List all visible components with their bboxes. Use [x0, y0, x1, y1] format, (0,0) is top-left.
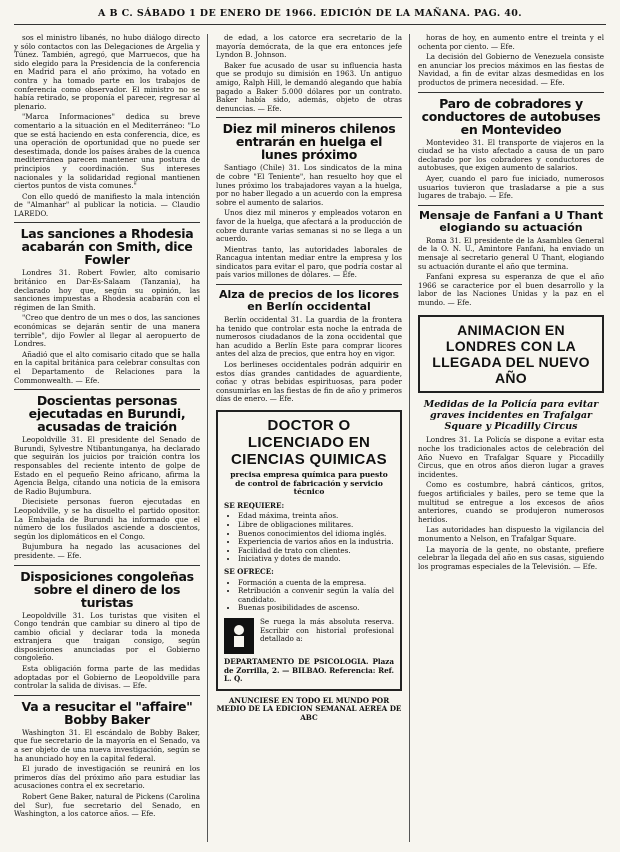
ad-logo-note: Se ruega la más absoluta reserva. Escribir con historial profesional detallado a:	[260, 616, 394, 644]
article-paragraph: Montevideo 31. El transporte de viajeros en la ciudad se ha visto afectado a causa de un paro declarado por los cobradores y conductores de autobuses, que exigen aumento de salarios.	[418, 137, 604, 173]
divider	[418, 92, 604, 93]
article-paragraph: Leopoldville 31. El presidente del Senado de Burundi, Sylvestre Ntibantunganya, ha declarado que seguirán los juicios por traición contra los responsables del reciente intento de golpe de Estado en el pequeño Reino africano, afirma la Agencia Belga, citando una noticia de la emisora de Radio Bujumbura.	[14, 435, 200, 496]
article-paragraph: Unos diez mil mineros y empleados votaron en favor de la huelga, que afectará a la producción de cobre durante varias semanas si no se llega a un acuerdo.	[216, 208, 402, 244]
divider	[418, 205, 604, 206]
ad-title: DOCTOR O LICENCIADO EN CIENCIAS QUIMICAS	[231, 417, 387, 468]
divider	[14, 389, 200, 390]
column-2	[216, 34, 402, 722]
article-paragraph: Añadió que el alto comisario citado que se halla en la capital británica para celebrar consultas con el Departamento de Relaciones para la Commonwealth. — Efe.	[14, 349, 200, 385]
article-paragraph: de edad, a los catorce era secretario de la mayoría demócrata, de la que era entonces jefe Lyndon B. Johnson.	[216, 33, 402, 60]
ad-offers-label: SE OFRECE:	[224, 566, 274, 576]
list-item: • Experiencia de varios años en la industria.	[238, 538, 394, 547]
headline-congo: Disposiciones congoleñas sobre el dinero de los turistas	[20, 568, 194, 610]
london-box	[418, 315, 604, 393]
article-paragraph: "Marca Informaciones" dedica su breve comentario a la situación en el Mediterráneo: "Lo que se está haciendo en esta conferencia, dice, es una operación de oportunidad que no puede ser desestimada, donde los países árabes de la cuenca mediterránea parecen mantener una postura de principios y coordinación. Sus intereses nacionales y la solidaridad regional mantienen ciertos puntos de vista comunes."	[14, 112, 200, 191]
headline-montevideo: Paro de cobradores y conductores de autobuses en Montevideo	[421, 95, 601, 137]
list-item: • Retribución a convenir según la valía del candidato.	[238, 587, 394, 604]
list-item: • Libre de obligaciones militares.	[238, 521, 394, 530]
column-3	[418, 34, 604, 573]
article-paragraph: Con ello quedó de manifiesto la mala intención de "Almanhar" al publicar la noticia. — Claudio LAREDO.	[14, 191, 200, 218]
ad-contact: DEPARTAMENTO DE PSICOLOGIA. Plaza de Zorrilla, 2. — BILBAO. Referencia: Ref. L. Q.	[224, 656, 394, 684]
article-paragraph: Fanfani expresa su esperanza de que el año 1966 se caracterice por el buen desarrollo y la labor de las Naciones Unidas y la paz en el mundo. — Efe.	[418, 272, 604, 307]
article-paragraph: Bujumbura ha negado las acusaciones del presidente. — Efe.	[14, 542, 200, 560]
header-line: A B C. SÁBADO 1 DE ENERO DE 1966. EDICIÓN DE LA MAÑANA. PAG. 40.	[98, 8, 522, 19]
article-paragraph: Londres 31. La Policía se dispone a evitar esta noche los tradicionales actos de celebración del Año Nuevo en Trafalgar Square y Piccadilly Circus, que en otros años dieron lugar a graves incidentes.	[418, 435, 604, 479]
article-paragraph: La decisión del Gobierno de Venezuela consiste en anunciar los precios máximos en las fiestas de Navidad, a fin de evitar alzas desmedidas en los productos de primera necesidad. — Efe.	[418, 52, 604, 87]
column-divider	[409, 34, 410, 842]
article-paragraph: Santiago (Chile) 31. Los sindicatos de la mina de cobre "El Teniente", han resuelto hoy que el lunes próximo los trabajadores vayan a la huelga, por no haber llegado a un acuerdo con la empresa sobre el aumento de salarios.	[216, 163, 402, 207]
box-title: ANIMACION EN LONDRES CON LA LLEGADA DEL NUEVO AÑO	[432, 322, 590, 387]
list-item: • Iniciativa y dotes de mando.	[238, 555, 394, 564]
article-paragraph: La mayoría de la gente, no obstante, prefiere celebrar la llegada del año en sus casas, siguiendo los programas especiales de la Televisión. — Efe.	[418, 544, 604, 571]
article-paragraph: Baker fue acusado de usar su influencia hasta que se produjo su dimisión en 1963. Un antiguo amigo, Ralph Hill, le demandó alegando que había pagado a Baker 5.000 dólares por un contrato. Baker había sido, además, objeto de otras denuncias. — Efe.	[216, 60, 402, 113]
divider	[216, 117, 402, 118]
article-paragraph: Diecisiete personas fueron ejecutadas en Leopoldville, y se ha disuelto el partido opositor. La Embajada de Burundi ha informado que el número de los fusilados asciende a doscientos, según los diplomáticos en el Congo.	[14, 497, 200, 541]
company-logo-icon	[224, 618, 254, 654]
footer-notice: ANUNCIESE EN TODO EL MUNDO POR MEDIO DE LA EDICION SEMANAL AEREA DE ABC	[216, 695, 402, 722]
ad-subtitle: precisa empresa química para puesto de control de fabricación y servicio técnico	[230, 470, 388, 497]
article-paragraph: Las autoridades han dispuesto la vigilancia del monumento a Nelson, en Trafalgar Square.	[418, 525, 604, 543]
article-paragraph: Ayer, cuando el paro fue iniciado, numerosos usuarios tuvieron que trasladarse a pie a sus lugares de trabajo. — Efe.	[418, 173, 604, 201]
divider	[14, 222, 200, 223]
list-item: • Buenos conocimientos del idioma inglés.	[238, 530, 394, 539]
article-paragraph: sos el ministro libanés, no hubo diálogo directo y sólo contactos con las Delegaciones de Argelia y Túnez. También, agregó, que Marruecos, que ha sido elegido para la Presidencia de la conferencia en Madrid para el año próximo, ha votado en contra y ha tomado parte en los trabajos de conferencia como observador. El ministro no se había retirado, se proponía el parecer, regresar al plenario.	[14, 33, 200, 111]
article-paragraph: El jurado de investigación se reunirá en los primeros días del próximo año para estudiar las acusaciones contra el ex secretario.	[14, 764, 200, 791]
article-paragraph: Roma 31. El presidente de la Asamblea General de la O. N. U., Amintore Fanfani, ha enviado un mensaje al secretario general U Thant, elogiando su actuación durante el año que termina.	[418, 235, 604, 271]
ad-logo-row	[224, 618, 394, 654]
column-1	[14, 34, 200, 821]
headline-burundi: Doscientas personas ejecutadas en Burundi, acusadas de traición	[28, 393, 186, 435]
article-paragraph: "Creo que dentro de un mes o dos, las sanciones económicas se dejarán sentir de una manera terrible", dijo Fowler al llegar al aeropuerto de Londres.	[14, 313, 200, 349]
list-item: • Formación a cuenta de la empresa.	[238, 579, 394, 588]
divider	[14, 695, 200, 696]
article-paragraph: Leopoldville 31. Los turistas que visiten el Congo tendrán que cambiar su dinero al tipo de cambio oficial y declarar toda la moneda extranjera que traigan consigo, según disposiciones anunciadas por el Gobierno congoleño.	[14, 610, 200, 663]
headline-rhodesia: Las sanciones a Rhodesia acabarán con Smith, dice Fowler	[20, 226, 194, 268]
article-paragraph: Como es costumbre, habrá cánticos, gritos, fuegos artificiales y bailes, pero se teme que la multitud se entregue a los excesos de años anteriores, cuando se produjeron numerosos heridos.	[418, 480, 604, 524]
ad-offers-list	[224, 579, 394, 613]
article-paragraph: Washington 31. El escándalo de Bobby Baker, que fue secretario de la mayoría en el Senado, va a ser objeto de una nueva investigación, según se ha anunciado hoy en la capital federal.	[14, 727, 200, 763]
article-paragraph: horas de hoy, en aumento entre el treinta y el ochenta por ciento. — Efe.	[418, 33, 604, 51]
headline-baker: Va a resucitar el "affaire" Bobby Baker	[21, 698, 193, 727]
list-item: • Edad máxima, treinta años.	[238, 512, 394, 521]
column-divider	[207, 34, 208, 842]
article-paragraph: Londres 31. Robert Fowler, alto comisario británico en Dar-Es-Salaam (Tanzania), ha declarado hoy que, según su opinión, las sanciones impuestas a Rhodesia acabarán con el régimen de Ian Smith.	[14, 268, 200, 312]
article-paragraph: Mientras tanto, las autoridades laborales de Rancagua intentan mediar entre la empresa y los sindicatos para evitar el paro, que podría costar al país varios millones de dólares. — Efe.	[216, 244, 402, 280]
headline-chile: Diez mil mineros chilenos entrarán en huelga el lunes próximo	[222, 121, 396, 163]
box-subtitle: Medidas de la Policía para evitar graves incidentes en Trafalgar Square y Picadilly Circus	[423, 399, 599, 433]
list-item: • Facilidad de trato con clientes.	[238, 547, 394, 556]
divider	[14, 565, 200, 566]
article-paragraph: Esta obligación forma parte de las medidas adoptadas por el Gobierno de Leopoldville para controlar la salida de divisas. — Efe.	[14, 664, 200, 691]
divider	[216, 284, 402, 285]
article-paragraph: Robert Gene Baker, natural de Pickens (Carolina del Sur), fue secretario del Senado, en Washington, a los catorce años. — Efe.	[14, 792, 200, 819]
headline-berlin: Alza de precios de los licores en Berlín occidental	[218, 288, 399, 314]
article-paragraph: Berlín occidental 31. La guardia de la frontera ha tenido que controlar esta noche la entrada de numerosos ciudadanos de la zona occidental que han acudido a Berlín Este para comprar licores antes del alza de precios, que entra hoy en vigor.	[216, 315, 402, 359]
ad-requirements-list	[224, 512, 394, 564]
page-header	[14, 8, 606, 25]
headline-fanfani: Mensaje de Fanfani a U Thant elogiando su actuación	[418, 208, 604, 234]
article-paragraph: Los berlineses occidentales podrán adquirir en estos días grandes cantidades de aguardiente, coñac y otras bebidas espirituosas, para poder consumirlas en las fiestas de fin de año y primeros días de enero. — Efe.	[216, 360, 402, 404]
job-advertisement	[216, 410, 402, 691]
ad-requirements-label: SE REQUIERE:	[224, 500, 285, 510]
list-item: • Buenas posibilidades de ascenso.	[238, 604, 394, 613]
